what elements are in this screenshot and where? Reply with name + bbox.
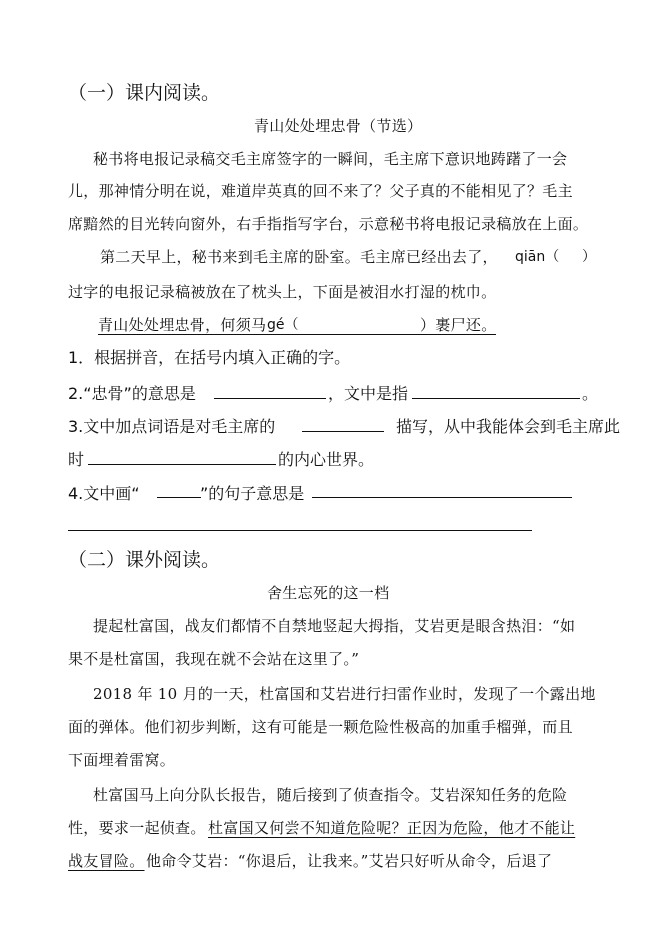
pinyin-qian: qiān（ <box>515 249 560 265</box>
passage2-line: 杜富国马上向分队长报告，随后接到了侦查指令。艾岩深知任务的危险 <box>93 786 568 804</box>
question-3-mid: 描写，从中我能体会到毛主席此 <box>396 417 621 436</box>
section1-heading: （一）课内阅读。 <box>68 82 221 104</box>
pinyin-ge: gé（ <box>267 317 299 333</box>
underlined-sentence: 杜富国又何尝不知道危险呢？正因为危险，他才不能让 <box>208 819 576 837</box>
poem-line-b: ）裹尸还。 <box>420 316 497 334</box>
passage2-line: 性，要求一起侦查。 <box>68 819 206 837</box>
question-3-cont: 时 <box>68 450 85 469</box>
underlined-sentence: 战友冒险。 <box>68 852 145 870</box>
passage2-line: 2018 年 10 月的一天，杜富国和艾岩进行扫雷作业时，发现了一个露出地 <box>93 685 596 703</box>
passage1-line: 第二天早上，秘书来到毛主席的卧室。毛主席已经出去了， <box>100 248 498 266</box>
passage1-title: 青山处处埋忠骨（节选） <box>254 117 423 135</box>
passage2-line: 果不是杜富国，我现在就不会站在这里了。” <box>68 650 360 668</box>
passage1-line: 秘书将电报记录稿交毛主席签字的一瞬间，毛主席下意识地踌躇了一会 <box>93 150 568 168</box>
answer-blank[interactable] <box>312 497 572 498</box>
answer-blank[interactable] <box>214 398 326 399</box>
underline-marker <box>157 497 201 498</box>
passage2-line: 提起杜富国，战友们都情不自禁地竖起大拇指，艾岩更是眼含热泪：“如 <box>93 617 576 635</box>
passage2-title: 舍生忘死的这一档 <box>267 584 390 602</box>
passage2-line: 面的弹体。他们初步判断，这有可能是一颗危险性极高的加重手榴弹，而且 <box>68 718 573 736</box>
passage2-line: 他命令艾岩：“你退后，让我来。”艾岩只好听从命令，后退了 <box>146 852 553 870</box>
question-2-mid: ，文中是指 <box>328 384 409 403</box>
question-2-end: 。 <box>582 384 599 403</box>
section2-heading: （二）课外阅读。 <box>68 549 221 571</box>
answer-blank[interactable] <box>302 431 384 432</box>
passage1-line: 席黯然的目光转向窗外，右手指指写字台，示意秘书将电报记录稿放在上面。 <box>68 215 589 233</box>
answer-blank[interactable] <box>68 530 532 531</box>
question-4-mid: ”的句子意思是 <box>200 484 305 503</box>
passage2-line: 下面埋着雷窝。 <box>68 751 176 769</box>
answer-blank[interactable] <box>88 464 276 465</box>
answer-blank[interactable] <box>412 398 580 399</box>
passage1-line: 儿，那神情分明在说，难道岸英真的回不来了？父子真的不能相见了？毛主 <box>68 182 573 200</box>
poem-line-a: 青山处处埋忠骨，何须马 <box>98 316 267 334</box>
question-4-prefix: 4.文中画“ <box>68 484 140 503</box>
paren-close: ） <box>582 249 596 265</box>
question-3-prefix: 3.文中加点词语是对毛主席的 <box>68 417 276 436</box>
question-2-prefix: 2.“忠骨”的意思是 <box>68 384 196 403</box>
passage1-line: 过字的电报记录稿被放在了枕头上，下面是被泪水打湿的枕巾。 <box>68 283 497 301</box>
question-1: 1．根据拼音，在括号内填入正确的字。 <box>68 348 351 367</box>
question-3-end: 的内心世界。 <box>278 450 375 469</box>
